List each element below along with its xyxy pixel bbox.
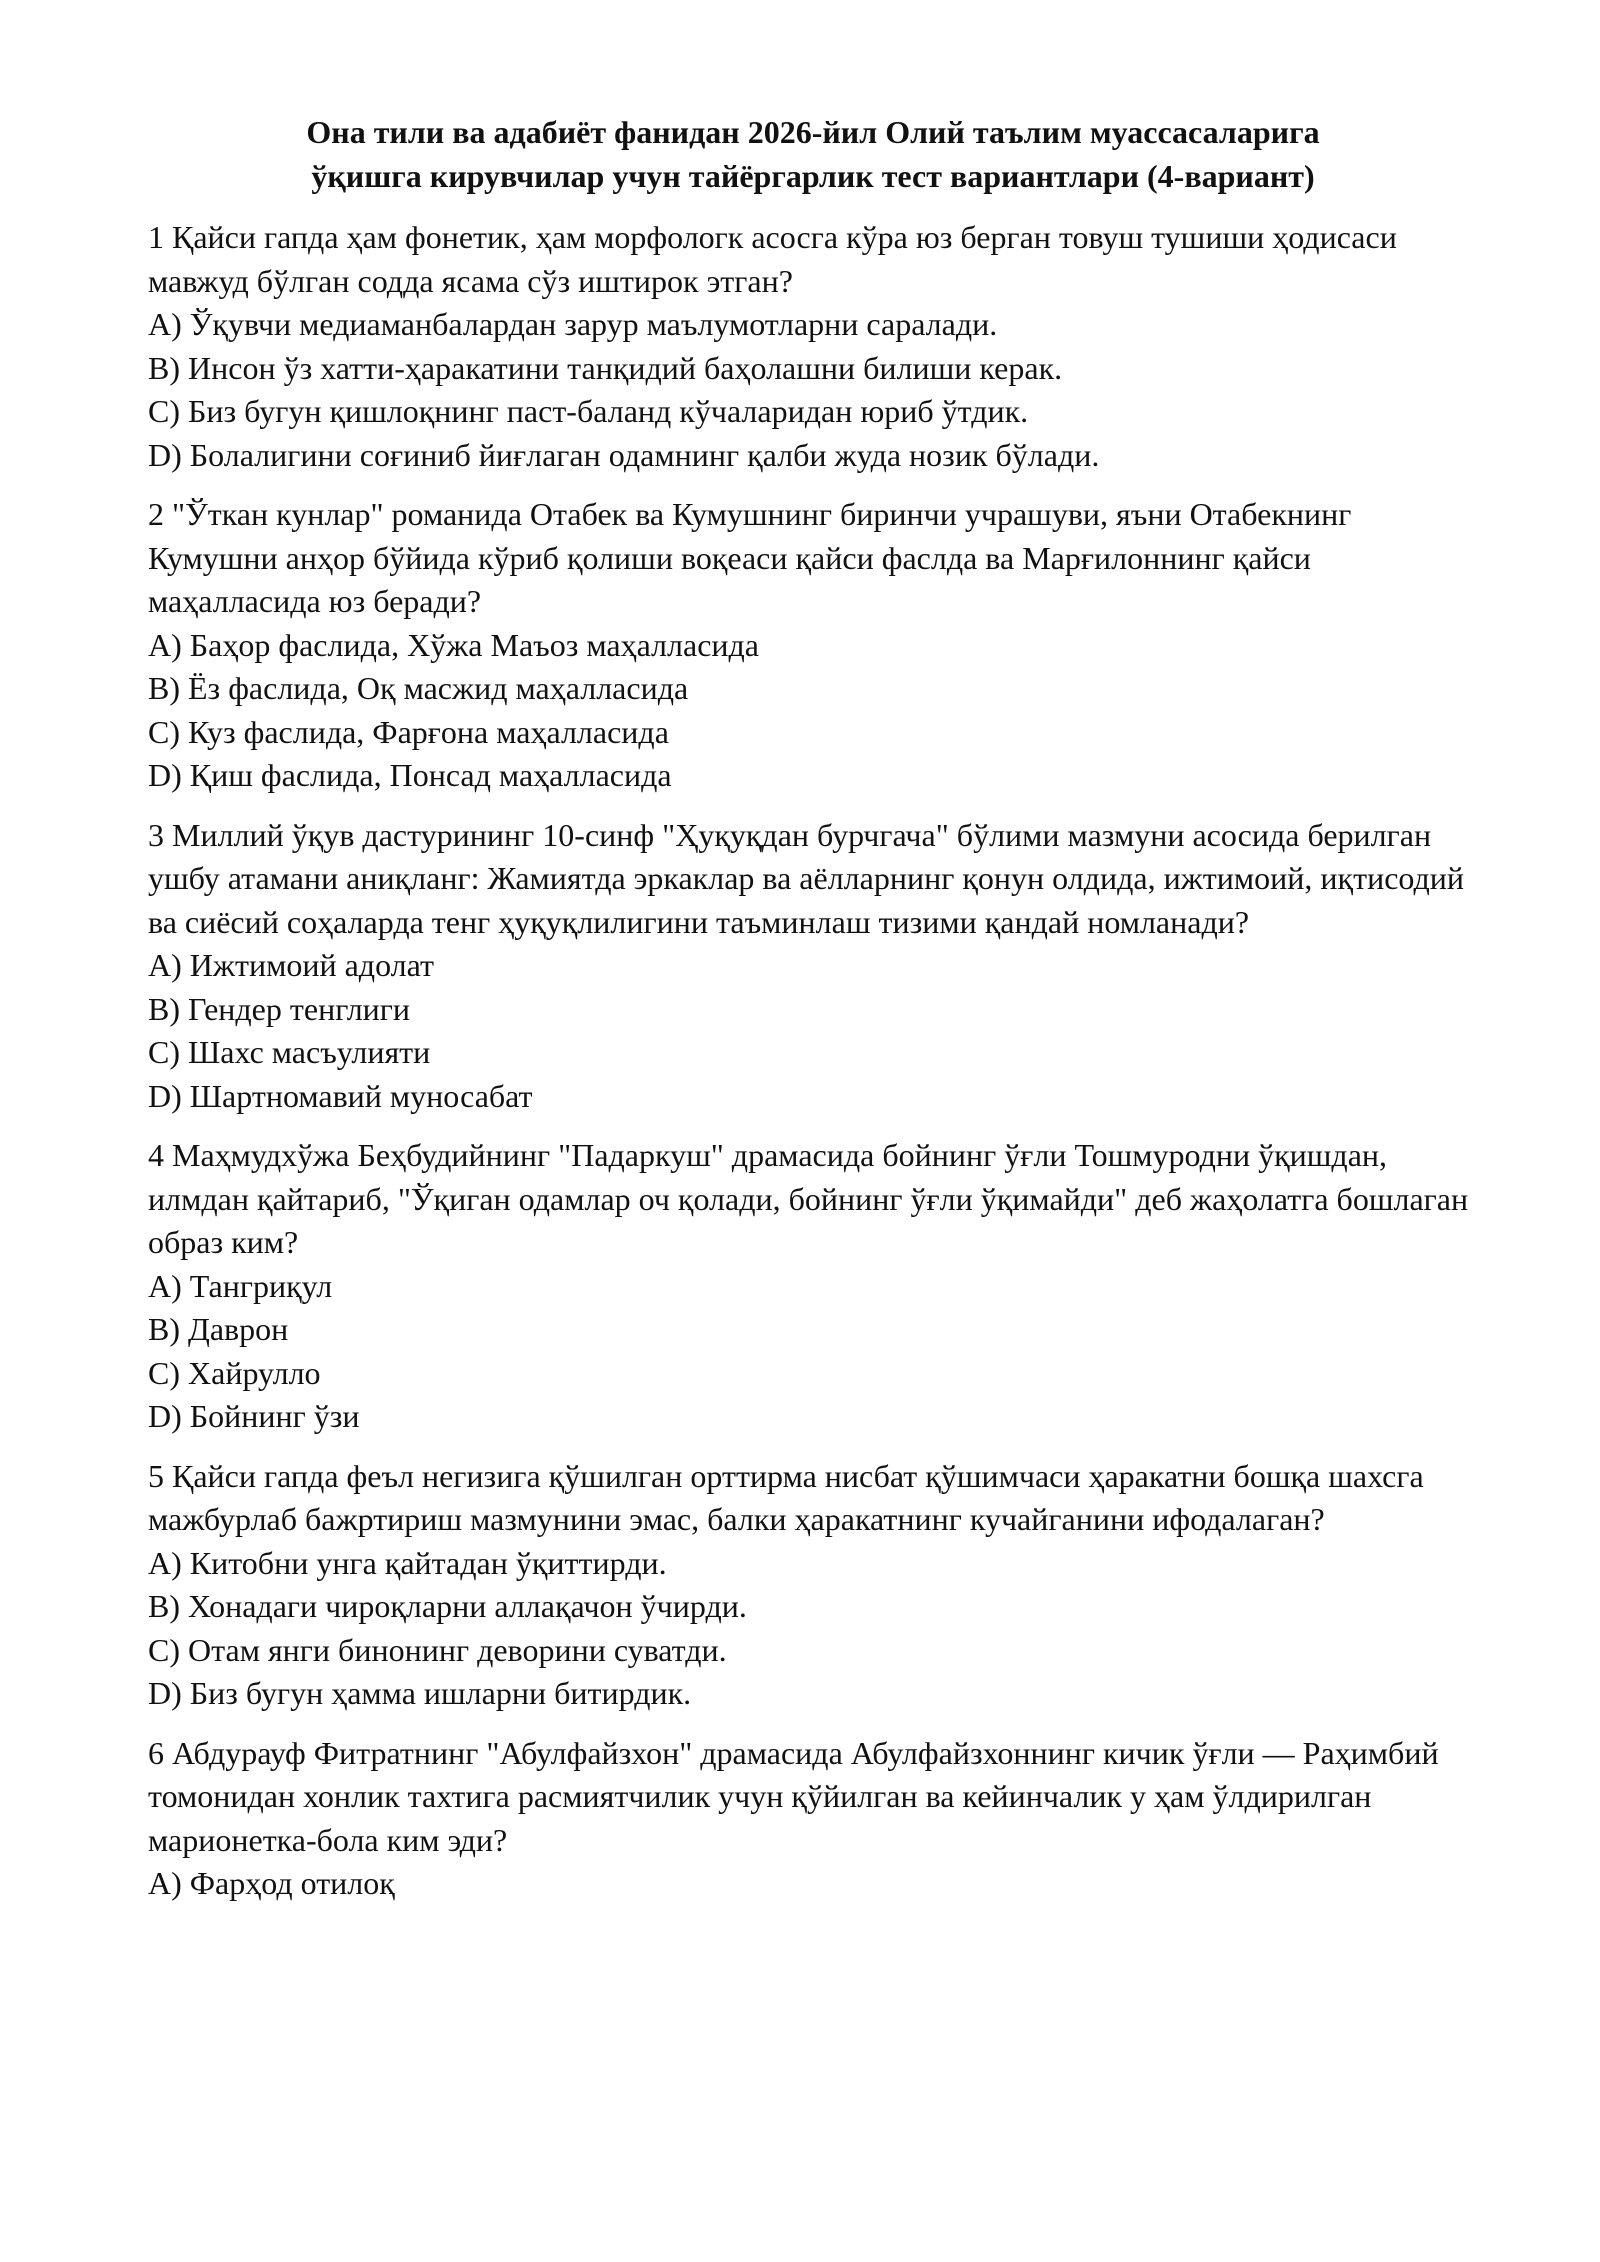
answer-option: B) Ёз фаслида, Оқ масжид маҳалласида xyxy=(148,670,689,706)
document-page xyxy=(148,110,1478,1922)
answer-option: A) Китобни унга қайтадан ўқиттирди. xyxy=(148,1544,667,1581)
answer-option: A) Фарҳод отилоқ xyxy=(148,1865,395,1901)
answer-option: A) Ўқувчи медиаманбалардан зарур маълумотларни саралади. xyxy=(148,306,998,342)
question-text: 4 Маҳмудхўжа Беҳбудийнинг "Падаркуш" драмасида бойнинг ўғли Тошмуродни ўқишдан, илмдан қайтариб, "Ўқиган одамлар оч қолади, бойнинг ўғли ўқимайди" деб жаҳолатга бошлаган образ ким? xyxy=(148,1137,1469,1260)
question-text: 3 Миллий ўқув дастурининг 10-синф "Ҳуқуқдан бурчгача" бўлими мазмуни асосида берилган ушбу атамани аниқланг: Жамиятда эркаклар ва аёлларнинг қонун олдида, ижтимоий, иқтисодий ва сиёсий соҳаларда тенг ҳуқуқлилигини таъминлаш тизими қандай номланади? xyxy=(148,816,1464,940)
answer-option: D) Қиш фаслида, Понсад маҳалласида xyxy=(148,757,672,793)
answer-options xyxy=(148,1265,1478,1439)
question-3 xyxy=(148,814,1478,1119)
title-line-1: Она тили ва адабиёт фанидан 2026-йил Олий таълим муассасаларига xyxy=(306,114,1320,150)
answer-options xyxy=(148,1862,1478,1906)
answer-options xyxy=(148,624,1478,798)
answer-options xyxy=(148,1542,1478,1716)
answer-option: B) Даврон xyxy=(148,1311,289,1347)
question-list xyxy=(148,216,1478,1906)
answer-option: A) Баҳор фаслида, Хўжа Маъоз маҳалласида xyxy=(148,626,759,663)
document-title xyxy=(148,110,1478,198)
answer-option: B) Гендер тенглиги xyxy=(148,990,411,1027)
answer-option: C) Куз фаслида, Фарғона маҳалласида xyxy=(148,713,669,750)
question-text: 5 Қайси гапда феъл негизига қўшилган орттирма нисбат қўшимчаси ҳаракатни бошқа шахсга мажбурлаб бажртириш мазмунини эмас, балки ҳаракатнинг кучайганини ифодалаган? xyxy=(148,1457,1424,1537)
answer-option: D) Бойнинг ўзи xyxy=(148,1398,360,1434)
question-2 xyxy=(148,493,1478,798)
question-1 xyxy=(148,216,1478,477)
answer-option: C) Биз бугун қишлоқнинг паст-баланд кўчаларидан юриб ўтдик. xyxy=(148,393,1029,429)
answer-option: D) Болалигини соғиниб йиғлаган одамнинг қалби жуда нозик бўлади. xyxy=(148,436,1100,473)
answer-option: A) Ижтимоий адолат xyxy=(148,947,434,983)
answer-option: C) Отам янги бинонинг деворини суватди. xyxy=(148,1631,727,1668)
answer-options xyxy=(148,944,1478,1118)
answer-option: D) Биз бугун ҳамма ишларни битирдик. xyxy=(148,1675,692,1711)
question-4 xyxy=(148,1134,1478,1439)
question-text: 1 Қайси гапда ҳам фонетик, ҳам морфологк асосга кўра юз берган товуш тушиши ҳодисаси мавжуд бўлган содда ясама сўз иштирок этган? xyxy=(148,219,1397,299)
answer-option: B) Инсон ўз хатти-ҳаракатини танқидий баҳолашни билиши керак. xyxy=(148,349,1063,386)
question-text: 2 "Ўткан кунлар" романида Отабек ва Кумушнинг биринчи учрашуви, яъни Отабекнинг Кумушни анҳор бўйида кўриб қолиши воқеаси қайси фаслда ва Марғилоннинг қайси маҳалласида юз беради? xyxy=(148,496,1352,619)
answer-option: C) Хайрулло xyxy=(148,1354,321,1391)
question-text: 6 Абдурауф Фитратнинг "Абулфайзхон" драмасида Абулфайзхоннинг кичик ўғли — Раҳимбий томонидан хонлик тахтига расмиятчилик учун қўйилган ва кейинчалик у ҳам ўлдирилган марионетка-бола ким эди? xyxy=(148,1734,1439,1858)
answer-option: D) Шартномавий муносабат xyxy=(148,1077,533,1114)
title-line-2: ўқишга кирувчилар учун тайёргарлик тест вариантлари (4-вариант) xyxy=(311,158,1315,194)
answer-option: B) Хонадаги чироқларни аллақачон ўчирди. xyxy=(148,1588,747,1624)
answer-options xyxy=(148,303,1478,477)
question-5 xyxy=(148,1455,1478,1716)
question-6 xyxy=(148,1732,1478,1906)
answer-option: C) Шахс масъулияти xyxy=(148,1034,431,1070)
answer-option: A) Тангриқул xyxy=(148,1267,333,1304)
